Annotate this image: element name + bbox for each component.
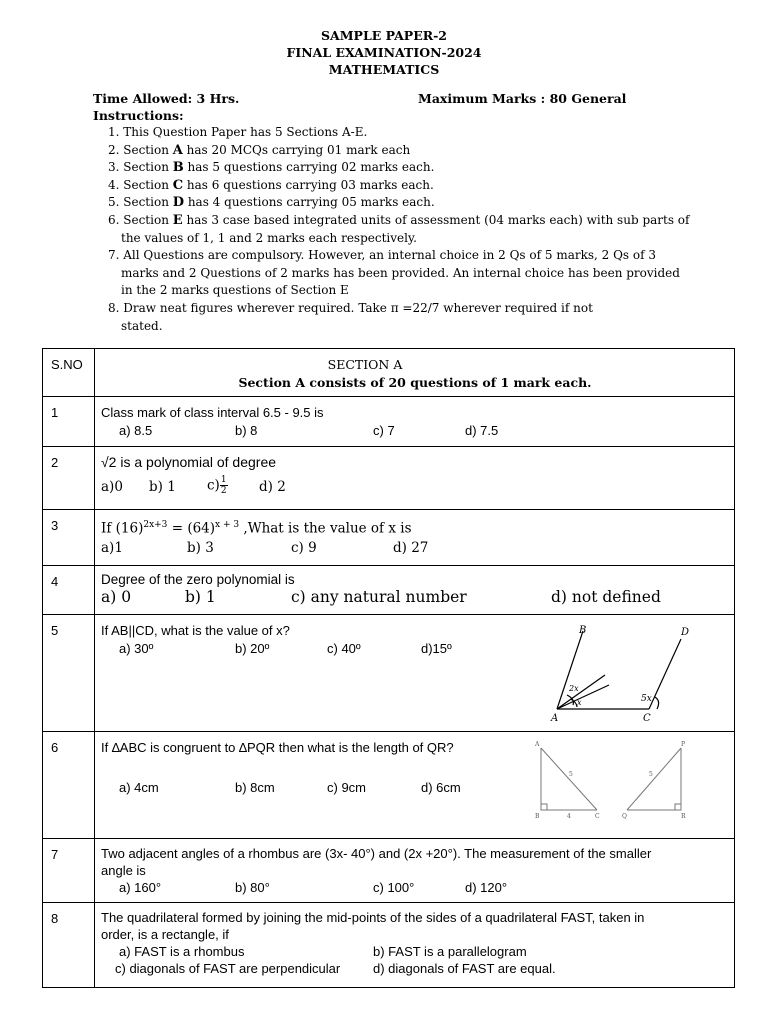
instructions-list xyxy=(108,124,748,335)
label-d: D xyxy=(681,627,690,638)
parallel-lines-angle-figure xyxy=(545,625,705,721)
subject-title: MATHEMATICS xyxy=(328,62,440,77)
question-number: 7 xyxy=(43,839,95,903)
section-subtitle: Section A consists of 20 questions of 1 mark each. xyxy=(238,375,592,390)
instructions-title: Instructions: xyxy=(93,108,184,123)
option-a: a) FAST is a rhombus xyxy=(119,944,245,959)
option-d: d) 27 xyxy=(393,540,429,556)
option-c: c) any natural number xyxy=(291,588,467,606)
fraction-half: $\frac{1}{2}$ xyxy=(220,475,227,496)
label-c: C xyxy=(643,713,651,721)
option-a: a) 160° xyxy=(119,880,162,895)
table-row xyxy=(43,615,735,732)
question-text: Class mark of class interval 6.5 - 9.5 is xyxy=(101,405,324,420)
table-row xyxy=(43,397,735,447)
questions-table xyxy=(42,348,735,988)
instruction-4: 4. Section C has 6 questions carrying 03 marks each. xyxy=(108,177,434,193)
question-text-line-1: Two adjacent angles of a rhombus are (3x- 40°) and (2x +20°). The measurement of the smaller xyxy=(101,846,652,861)
question-cell xyxy=(95,839,735,903)
option-a: a)0 xyxy=(101,479,123,495)
table-row xyxy=(43,839,735,903)
option-d: d) 2 xyxy=(259,479,286,495)
label-b: B xyxy=(535,813,540,820)
section-title: SECTION A xyxy=(327,357,403,372)
label-ac-length: 5 xyxy=(569,771,573,778)
option-a: a) 30º xyxy=(119,641,154,656)
question-number: 5 xyxy=(43,615,95,732)
question-text: If $(16)^{2x+3} = (64)^{x + 3}$ ,What is the value of x is xyxy=(101,520,412,537)
label-p: P xyxy=(681,741,686,748)
question-text: Degree of the zero polynomial is xyxy=(101,572,295,587)
label-5x: 5x xyxy=(641,694,652,704)
instruction-2: 2. Section A has 20 MCQs carrying 01 mark each xyxy=(108,142,411,158)
option-b: b) 1 xyxy=(185,588,216,606)
question-text-line-2: order, is a rectangle, if xyxy=(101,927,229,942)
table-row xyxy=(43,732,735,839)
label-x: x xyxy=(577,698,582,707)
congruent-triangles-figure xyxy=(531,738,695,834)
instruction-3: 3. Section B has 5 questions carrying 02 marks each. xyxy=(108,160,435,176)
question-text: √2 is a polynomial of degree xyxy=(101,454,277,470)
label-bc-length: 4 xyxy=(567,813,571,820)
option-b: b) FAST is a parallelogram xyxy=(373,944,527,959)
option-c: c) diagonals of FAST are perpendicular xyxy=(115,961,341,976)
instruction-1: 1. This Question Paper has 5 Sections A-E. xyxy=(108,125,368,139)
question-number: 2 xyxy=(43,447,95,510)
option-a: a) 4cm xyxy=(119,780,159,795)
option-d: d) diagonals of FAST are equal. xyxy=(373,961,556,976)
paper-title: SAMPLE PAPER-2 xyxy=(320,28,448,43)
option-c: c) 7 xyxy=(373,423,395,438)
option-c: c) $\frac{1}{2}$ xyxy=(207,475,227,496)
time-allowed: Time Allowed: 3 Hrs. xyxy=(93,91,240,106)
option-a: a) 8.5 xyxy=(119,423,153,438)
question-cell xyxy=(95,566,735,615)
exam-title: FINAL EXAMINATION-2024 xyxy=(286,45,482,60)
question-number: 8 xyxy=(43,903,95,988)
option-b: b) 8cm xyxy=(235,780,275,795)
option-a: a) 0 xyxy=(101,588,132,606)
question-cell xyxy=(95,903,735,988)
triangle-abc xyxy=(541,748,597,810)
option-b: b) 8 xyxy=(235,423,258,438)
option-d: d) 120° xyxy=(465,880,508,895)
option-d: d) 7.5 xyxy=(465,423,499,438)
instruction-8: 8. Draw neat figures wherever required. Take π =22/7 wherever required if not xyxy=(108,300,593,315)
option-b: b) 20º xyxy=(235,641,270,656)
question-text-line-2: angle is xyxy=(101,863,146,878)
question-cell xyxy=(95,447,735,510)
option-a: a)1 xyxy=(101,540,123,556)
question-number: 1 xyxy=(43,397,95,447)
option-d: d) not defined xyxy=(551,588,661,606)
instruction-7: 7. All Questions are compulsory. However, an internal choice in 2 Qs of 5 marks, 2 Qs of 3 xyxy=(108,248,657,263)
label-q: Q xyxy=(622,813,627,820)
figure-lines xyxy=(557,631,681,709)
instruction-6-cont: the values of 1, 1 and 2 marks each respectively. xyxy=(121,230,417,245)
table-row xyxy=(43,903,735,988)
option-c: c) 9cm xyxy=(327,780,366,795)
question-text-line-1: The quadrilateral formed by joining the mid-points of the sides of a quadrilateral FAST, taken in xyxy=(101,910,645,925)
option-c: c) 9 xyxy=(291,540,317,556)
section-header-cell xyxy=(95,349,735,397)
label-r: R xyxy=(681,813,686,820)
instruction-7-cont-2: in the 2 marks questions of Section E xyxy=(121,283,349,298)
option-d: d) 6cm xyxy=(421,780,461,795)
instruction-7-cont-1: marks and 2 Questions of 2 marks has been provided. An internal choice has been provided xyxy=(121,265,680,280)
option-b: b) 80° xyxy=(235,880,270,895)
option-d: d)15º xyxy=(421,641,452,656)
instruction-8-cont: stated. xyxy=(121,318,163,333)
label-2x: 2x xyxy=(569,684,579,693)
question-text: If AB||CD, what is the value of x? xyxy=(101,623,290,638)
sqrt-two: √2 xyxy=(101,454,117,470)
option-b: b) 3 xyxy=(187,540,214,556)
triangle-pqr xyxy=(627,748,681,810)
label-pq-length: 5 xyxy=(649,771,653,778)
label-c: C xyxy=(595,813,600,820)
option-b: b) 1 xyxy=(149,479,176,495)
question-cell xyxy=(95,615,735,732)
question-cell xyxy=(95,510,735,566)
question-number: 6 xyxy=(43,732,95,839)
instruction-5: 5. Section D has 4 questions carrying 05 marks each. xyxy=(108,195,435,211)
table-row xyxy=(43,510,735,566)
label-a: A xyxy=(535,741,540,748)
table-row xyxy=(43,566,735,615)
instruction-6: 6. Section E has 3 case based integrated units of assessment (04 marks each) with sub parts of xyxy=(108,212,690,228)
table-row xyxy=(43,447,735,510)
label-a: A xyxy=(551,713,559,721)
question-number: 4 xyxy=(43,566,95,615)
label-b: B xyxy=(579,625,587,636)
question-text: If ∆ABC is congruent to ∆PQR then what is the length of QR? xyxy=(101,740,454,755)
question-cell xyxy=(95,732,735,839)
table-header-row xyxy=(43,349,735,397)
question-number: 3 xyxy=(43,510,95,566)
question-cell xyxy=(95,397,735,447)
option-c: c) 40º xyxy=(327,641,361,656)
maximum-marks: Maximum Marks : 80 General xyxy=(418,91,627,106)
option-c: c) 100° xyxy=(373,880,415,895)
sno-header: S.NO xyxy=(43,349,95,397)
